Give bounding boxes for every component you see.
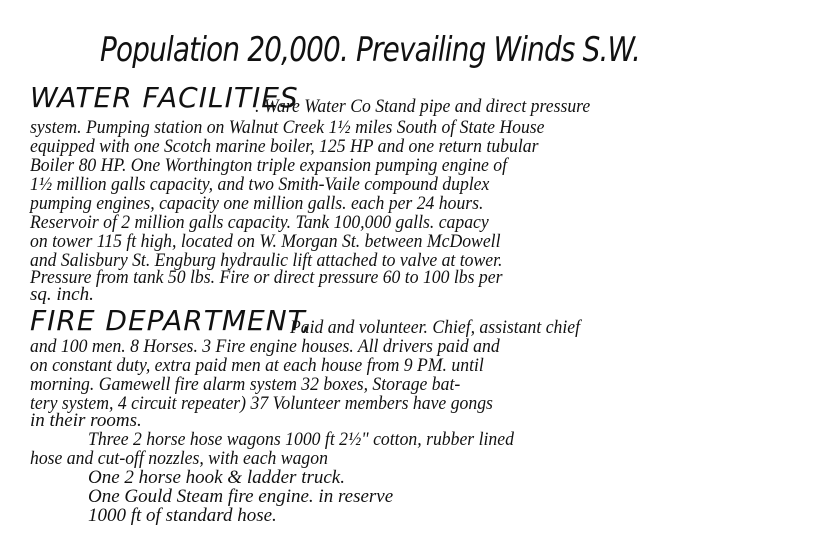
water-line: Pressure from tank 50 lbs. Fire or direct pressure 60 to 100 lbs per	[30, 267, 503, 288]
fire-line: One 2 horse hook & ladder truck.	[88, 467, 345, 488]
water-line: Boiler 80 HP. One Worthington triple expansion pumping engine of	[30, 155, 508, 176]
water-facilities-heading: WATER FACILITIES	[30, 81, 299, 114]
fire-line: and 100 men. 8 Horses. 3 Fire engine houses. All drivers paid and	[30, 336, 500, 357]
fire-line: One Gould Steam fire engine. in reserve	[88, 486, 394, 507]
fire-line: on constant duty, extra paid men at each house from 9 PM. until	[30, 355, 484, 376]
water-line: sq. inch.	[30, 284, 94, 305]
water-line: 1½ million galls capacity, and two Smith-Vaile compound duplex	[30, 174, 490, 195]
water-line: and Salisbury St. Engburg hydraulic lift attached to valve at tower.	[30, 250, 503, 271]
water-line: pumping engines, capacity one million galls. each per 24 hours.	[30, 193, 484, 214]
water-line: on tower 115 ft high, located on W. Morgan St. between McDowell	[30, 231, 501, 252]
water-line: equipped with one Scotch marine boiler, 125 HP and one return tubular	[30, 136, 539, 157]
fire-line: tery system, 4 circuit repeater) 37 Volunteer members have gongs	[30, 393, 493, 414]
water-line: Reservoir of 2 million galls capacity. Tank 100,000 galls. capacy	[30, 212, 489, 233]
water-line: system. Pumping station on Walnut Creek 1½ miles South of State House	[30, 117, 545, 138]
fire-line: in their rooms.	[30, 410, 142, 431]
water-line: . Ware Water Co Stand pipe and direct pressure	[255, 96, 591, 117]
page-title: Population 20,000. Prevailing Winds S.W.	[100, 30, 641, 70]
fire-line: morning. Gamewell fire alarm system 32 boxes, Storage bat-	[30, 374, 461, 395]
fire-line: Paid and volunteer. Chief, assistant chief	[290, 317, 581, 338]
fire-line: Three 2 horse hose wagons 1000 ft 2½" cotton, rubber lined	[88, 429, 514, 450]
fire-department-heading: FIRE DEPARTMENT,	[30, 304, 313, 337]
fire-line: 1000 ft of standard hose.	[88, 505, 277, 526]
fire-line: hose and cut-off nozzles, with each wagon	[30, 448, 328, 469]
